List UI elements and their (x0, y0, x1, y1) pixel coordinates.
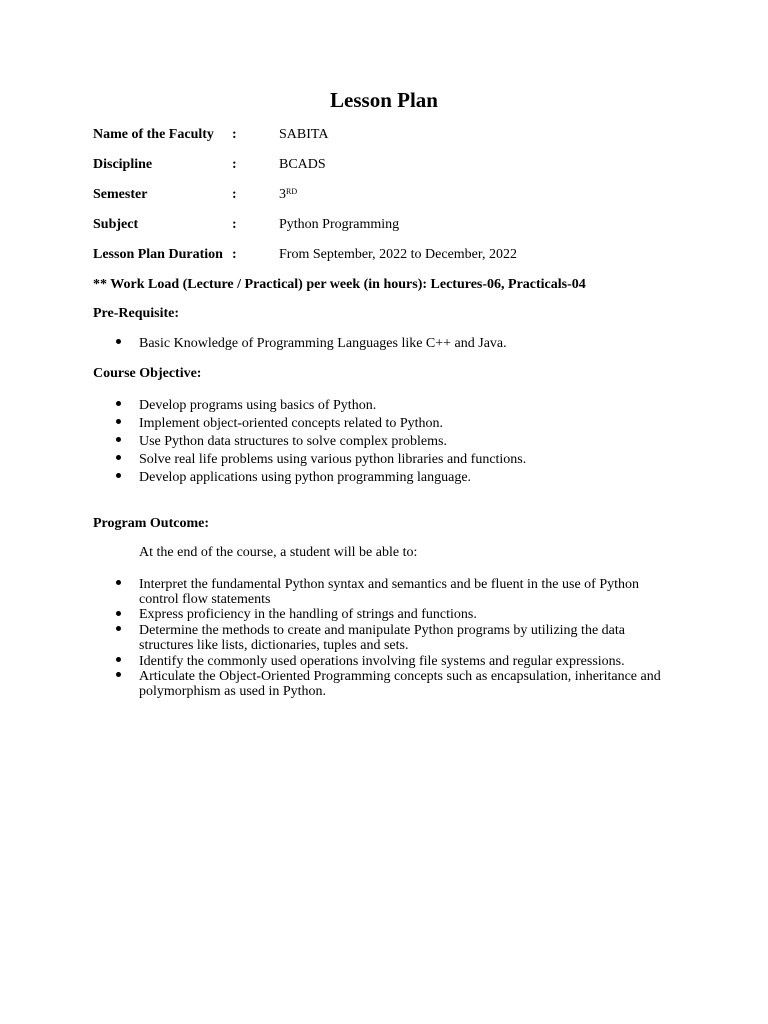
outcome-item: Identify the commonly used operations involving file systems and regular expressions. (139, 654, 625, 669)
info-separator: : (232, 247, 237, 262)
outcome-item: Articulate the Object-Oriented Programming concepts such as encapsulation, inheritance and polymorphism as used in Python. (139, 669, 661, 699)
objective-item: Develop applications using python programming language. (139, 470, 472, 485)
objective-heading: Course Objective: (93, 366, 202, 381)
info-separator: : (232, 217, 237, 232)
info-label: Subject (93, 217, 139, 232)
outcome-intro: At the end of the course, a student will be able to: (139, 545, 418, 560)
info-value: Python Programming (279, 217, 400, 232)
page-title: Lesson Plan (330, 88, 438, 112)
bullet-icon (116, 626, 121, 631)
bullet-icon (116, 611, 121, 616)
info-label: Discipline (93, 157, 153, 172)
objective-item: Solve real life problems using various python libraries and functions. (139, 452, 527, 467)
info-label: Lesson Plan Duration (93, 247, 223, 262)
bullet-icon (116, 672, 121, 677)
info-label: Name of the Faculty (93, 127, 214, 142)
bullet-icon (116, 339, 121, 344)
bullet-icon (116, 657, 121, 662)
info-value: BCADS (279, 157, 326, 172)
prerequisite-heading: Pre-Requisite: (93, 306, 180, 321)
objective-item: Use Python data structures to solve complex problems. (139, 434, 447, 449)
bullet-icon (116, 419, 121, 424)
semester-number: 3 (279, 187, 286, 202)
info-value: SABITA (279, 127, 329, 142)
prerequisite-item: Basic Knowledge of Programming Languages like C++ and Java. (139, 336, 507, 351)
outcome-item: Interpret the fundamental Python syntax and semantics and be fluent in the use of Python control flow statements (139, 577, 639, 607)
workload-line: ** Work Load (Lecture / Practical) per week (in hours): Lectures-06, Practicals-04 (93, 277, 586, 292)
info-value: From September, 2022 to December, 2022 (279, 247, 517, 262)
outcome-item: Determine the methods to create and manipulate Python programs by utilizing the data structures like lists, dictionaries, tuples and sets. (139, 623, 625, 653)
outcome-item: Express proficiency in the handling of strings and functions. (139, 607, 477, 622)
info-value-semester (279, 187, 297, 203)
bullet-icon (116, 580, 121, 585)
bullet-icon (116, 455, 121, 460)
objective-item: Develop programs using basics of Python. (139, 398, 377, 413)
semester-suffix: RD (286, 187, 298, 196)
bullet-icon (116, 473, 121, 478)
info-separator: : (232, 127, 237, 142)
outcome-heading: Program Outcome: (93, 516, 209, 531)
info-label: Semester (93, 187, 148, 202)
info-separator: : (232, 157, 237, 172)
bullet-icon (116, 437, 121, 442)
bullet-icon (116, 401, 121, 406)
objective-item: Implement object-oriented concepts related to Python. (139, 416, 444, 431)
info-separator: : (232, 187, 237, 202)
